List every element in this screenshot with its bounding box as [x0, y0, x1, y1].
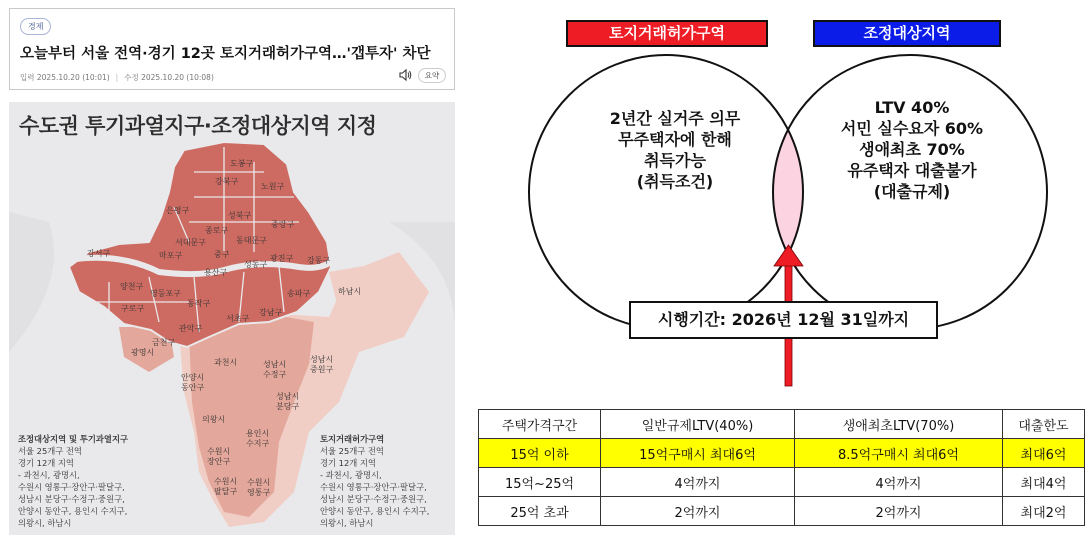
- map-title: 수도권 투기과열지구·조정대상지역 지정: [19, 114, 377, 138]
- loan-limit-table: [478, 409, 1085, 526]
- district-label: 관악구: [179, 324, 203, 333]
- city-label-line1: 안양시 동안구: [181, 373, 205, 392]
- district-label: 용산구: [204, 268, 228, 277]
- condition-line: 취득가능: [644, 151, 706, 170]
- header-cell: 주택가격구간: [479, 410, 601, 439]
- regulation-line: 생애최초 70%: [859, 140, 965, 159]
- input-time: 입력 2025.10.20 (10:01): [20, 73, 110, 82]
- legend-line: 안양시 동안구, 용인시 수지구,: [18, 506, 128, 516]
- district-label: 도봉구: [230, 159, 254, 168]
- district-label: 중랑구: [271, 220, 295, 229]
- speaker-icon[interactable]: [398, 68, 412, 82]
- legend-heading: 토지거래허가구역: [320, 434, 385, 444]
- legend-line: - 과천시, 광명시,: [320, 470, 382, 480]
- district-label: 강동구: [307, 256, 331, 265]
- table-cell: 15억~25억: [479, 468, 601, 497]
- legend-line: 의왕시, 하남시: [18, 518, 72, 528]
- district-label: 동작구: [187, 299, 211, 308]
- loan-regulation-conditions: [805, 97, 1019, 202]
- table-cell: 8.5억구매시 최대6억: [795, 439, 1003, 468]
- adjusted-zone-tag: 조정대상지역: [813, 20, 1001, 47]
- district-label: 강서구: [87, 249, 111, 258]
- table-row: [479, 439, 1085, 468]
- legend-line: 경기 12개 지역: [18, 458, 74, 468]
- table-cell: 15억구매시 최대6억: [601, 439, 795, 468]
- legend-line: - 과천시, 광명시,: [18, 470, 80, 480]
- table-cell: 4억까지: [795, 468, 1003, 497]
- district-label: 노원구: [261, 182, 285, 191]
- district-label: 양천구: [120, 282, 144, 291]
- table-cell: 2억까지: [795, 497, 1003, 526]
- news-timestamps: [20, 72, 214, 83]
- legend-line: 안양시 동안구, 용인시 수지구,: [320, 506, 430, 516]
- city-label-line1: 수원시 장안구: [207, 447, 231, 466]
- city-label: 의왕시: [202, 415, 226, 424]
- district-label: 서대문구: [175, 238, 206, 247]
- news-header-card: [9, 8, 455, 90]
- legend-line: 의왕시, 하남시: [320, 518, 374, 528]
- legend-line: 수원시 영통구·장안구·팔달구,: [320, 482, 427, 492]
- city-label-line1: 성남시 분당구: [276, 392, 300, 411]
- legend-line: 경기 12개 지역: [320, 458, 376, 468]
- district-label: 성동구: [244, 260, 268, 269]
- table-cell: 4억까지: [601, 468, 795, 497]
- edit-time: 수정 2025.10.20 (10:08): [124, 73, 214, 82]
- land-permit-conditions: [575, 108, 775, 192]
- table-cell: 25억 초과: [479, 497, 601, 526]
- table-cell: 2억까지: [601, 497, 795, 526]
- arrow-head: [774, 245, 803, 266]
- district-label: 금천구: [152, 338, 176, 347]
- header-cell: 대출한도: [1003, 410, 1085, 439]
- legend-adjusted-zones: [18, 433, 128, 529]
- venn-left-circle: [529, 55, 803, 329]
- regulation-line: (대출규제): [873, 182, 951, 201]
- district-label: 마포구: [159, 251, 183, 260]
- legend-line: 수원시 영통구·장안구·팔달구,: [18, 482, 125, 492]
- table-cell: 최대6억: [1003, 439, 1085, 468]
- header-cell: 생애최초LTV(70%): [795, 410, 1003, 439]
- summary-button[interactable]: 요약: [418, 68, 446, 83]
- condition-line: 무주택자에 한해: [618, 130, 732, 149]
- legend-line: 성남시 분당구·수정구·중원구,: [320, 494, 427, 504]
- district-label: 동대문구: [236, 236, 267, 245]
- table-cell: 최대4억: [1003, 468, 1085, 497]
- news-headline: 오늘부터 서울 전역·경기 12곳 토지거래허가구역…'갭투자' 차단: [20, 46, 431, 62]
- legend-line: 성남시 분당구·수정구·중원구,: [18, 494, 125, 504]
- legend-land-permit-zones: [320, 433, 429, 529]
- city-label: 광명시: [131, 348, 155, 357]
- regulation-line: 서민 실수요자 60%: [840, 119, 984, 138]
- district-label: 영등포구: [150, 289, 181, 298]
- district-label: 구로구: [121, 304, 145, 313]
- city-label: 과천시: [214, 358, 238, 367]
- table-row: [479, 468, 1085, 497]
- district-label: 송파구: [287, 289, 311, 298]
- table-cell: 15억 이하: [479, 439, 601, 468]
- condition-line: 2년간 실거주 의무: [609, 109, 741, 128]
- district-label: 서초구: [226, 314, 250, 323]
- regulation-line: 유주택자 대출불가: [847, 161, 977, 180]
- meta-divider: |: [115, 73, 119, 82]
- land-permit-zone-tag: 토지거래허가구역: [566, 20, 768, 47]
- district-label: 중구: [214, 250, 230, 259]
- regulation-line: LTV 40%: [874, 98, 950, 117]
- district-label: 강북구: [215, 177, 239, 186]
- district-label: 종로구: [205, 226, 229, 235]
- city-label-line1: 성남시 중원구: [310, 355, 334, 374]
- map-panel: [9, 102, 455, 535]
- city-label-line1: 용인시 수지구: [246, 429, 270, 448]
- category-badge[interactable]: 경제: [20, 18, 51, 35]
- city-label: 하남시: [338, 287, 362, 296]
- legend-heading: 조정대상지역 및 투기과열지구: [18, 434, 128, 444]
- district-label: 강남구: [259, 308, 283, 317]
- legend-line: 서울 25개구 전역: [18, 446, 82, 456]
- table-row: [479, 497, 1085, 526]
- condition-line: (취득조건): [636, 172, 714, 191]
- district-label: 은평구: [166, 206, 190, 215]
- enforcement-period: 시행기간: 2026년 12월 31일까지: [629, 301, 938, 339]
- city-label-line1: 성남시 수정구: [263, 360, 287, 379]
- table-cell: 최대2억: [1003, 497, 1085, 526]
- city-label-line1: 수원시 팔달구: [214, 477, 238, 496]
- table-header-row: [479, 410, 1085, 439]
- legend-line: 서울 25개구 전역: [320, 446, 384, 456]
- district-label: 성북구: [228, 211, 252, 220]
- city-label-line1: 수원시 영통구: [247, 478, 271, 497]
- district-label: 광진구: [270, 254, 294, 263]
- header-cell: 일반규제LTV(40%): [601, 410, 795, 439]
